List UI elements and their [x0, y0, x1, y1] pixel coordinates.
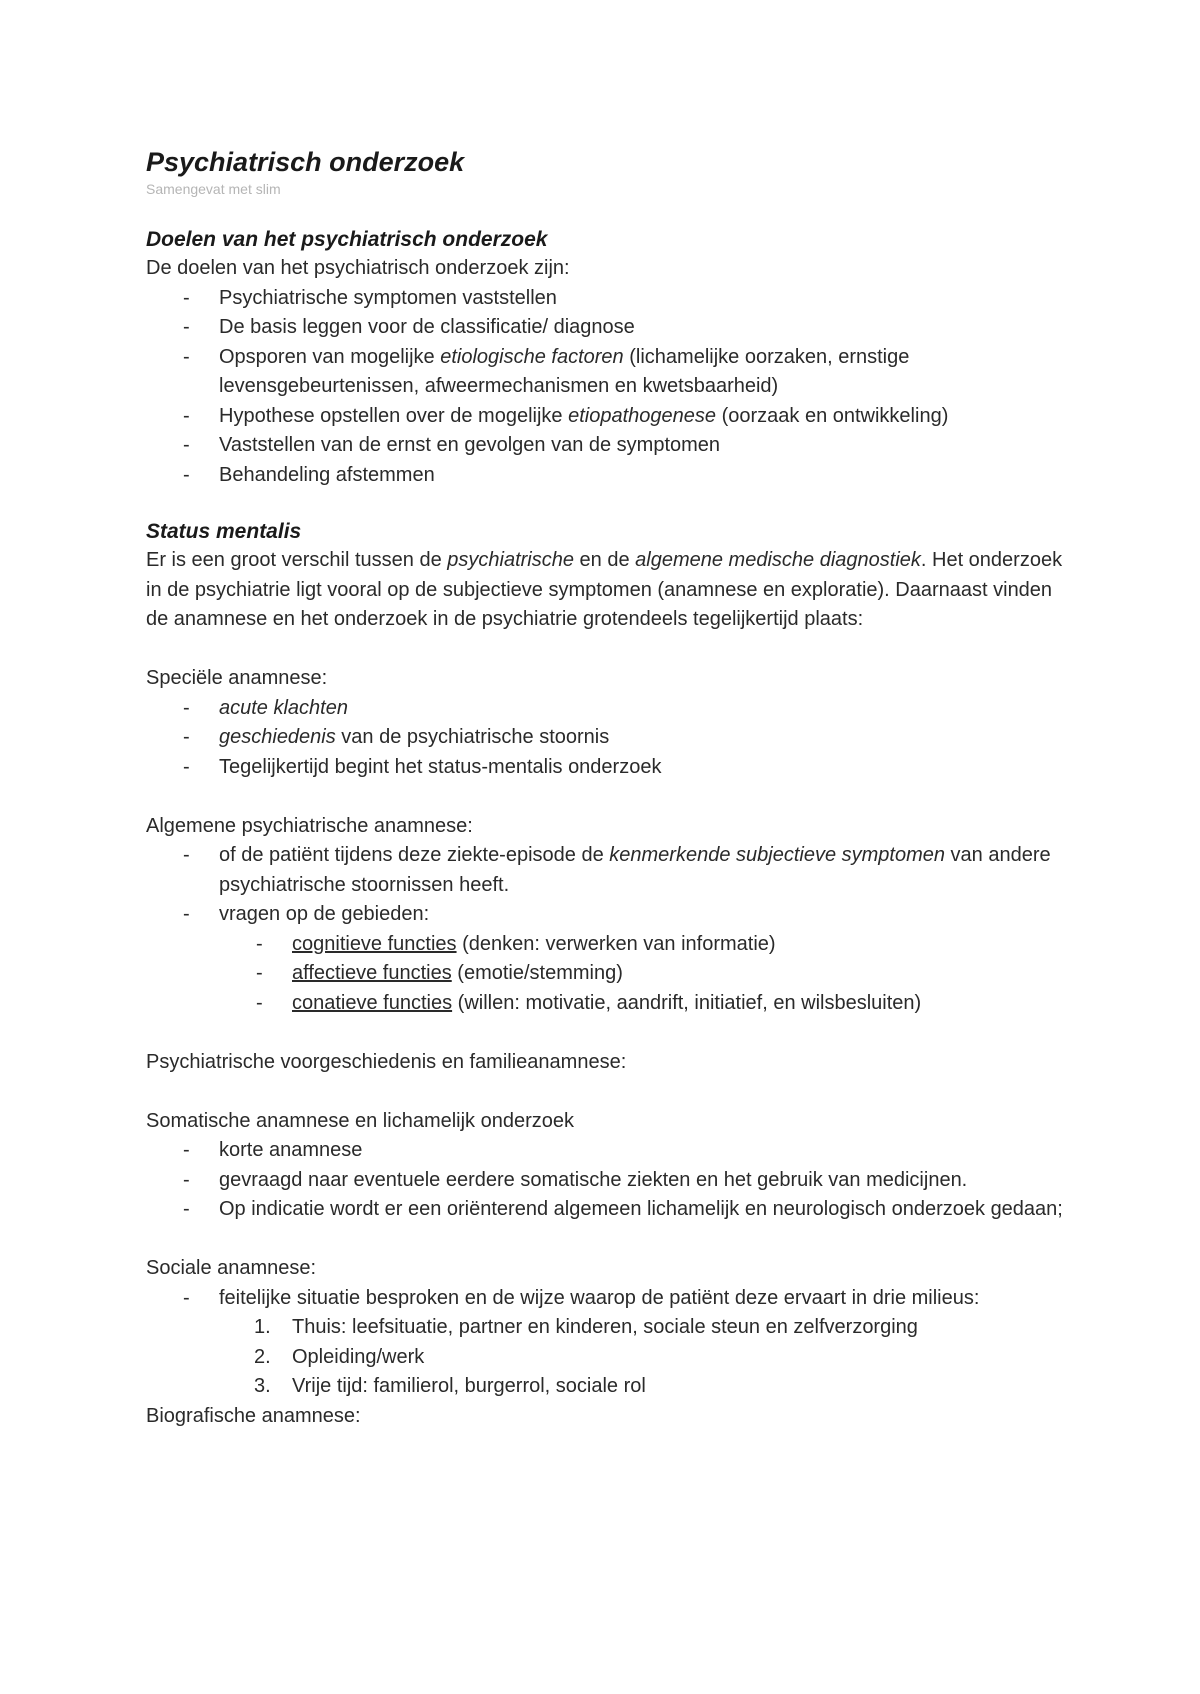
list-sociale-anamnese	[146, 1284, 1066, 1314]
list-item: - vragen op de gebieden:	[146, 900, 1066, 930]
list-item: - feitelijke situatie besproken en de wijze waarop de patiënt deze ervaart in drie milieus:	[146, 1284, 1066, 1314]
label-speciele-anamnese: Speciële anamnese:	[146, 667, 328, 689]
list-item: - conatieve functies (willen: motivatie, aandrift, initiatief, en wilsbesluiten)	[146, 989, 1066, 1019]
list-item: - acute klachten	[146, 694, 1066, 724]
dash-marker: -	[183, 1168, 190, 1191]
section-heading-doelen: Doelen van het psychiatrisch onderzoek	[146, 228, 548, 251]
list-item: - cognitieve functies (denken: verwerken van informatie)	[146, 930, 1066, 960]
paragraph-status-mentalis: Er is een groot verschil tussen de psychiatrische en de algemene medische diagnostiek. Het onderzoek in de psychiatrie ligt vooral op de subjectieve symptomen (anamnese en exploratie). Daarnaast vinden de anamnese en het onderzoek in de psychiatrie grotendeels tegelijkertijd plaats:	[146, 549, 1063, 630]
list-item: - korte anamnese	[146, 1136, 1066, 1166]
dash-marker: -	[183, 844, 190, 866]
list-algemene-anamnese	[146, 841, 1066, 1018]
label-somatische-anamnese: Somatische anamnese en lichamelijk onderzoek	[146, 1109, 575, 1132]
dash-marker: -	[183, 1198, 190, 1220]
document-page	[146, 145, 1066, 1431]
dash-marker: -	[183, 696, 190, 719]
list-item: - Opsporen van mogelijke etiologische factoren (lichamelijke oorzaken, ernstige levensgebeurtenissen, afweermechanismen en kwetsbaarheid)	[146, 343, 1066, 402]
dash-marker: -	[183, 463, 190, 486]
number-marker: 3.	[254, 1375, 271, 1397]
list-item: - Tegelijkertijd begint het status-mentalis onderzoek	[146, 753, 1066, 783]
list-item: - Psychiatrische symptomen vaststellen	[146, 284, 1066, 314]
list-item: - Behandeling afstemmen	[146, 461, 1066, 491]
numbered-list-milieus	[146, 1313, 1066, 1402]
list-item: - Vaststellen van de ernst en gevolgen van de symptomen	[146, 431, 1066, 461]
dash-marker: -	[183, 434, 190, 456]
dash-marker: -	[183, 1286, 190, 1309]
paragraph-intro-doelen: De doelen van het psychiatrisch onderzoek zijn:	[146, 257, 570, 279]
list-item: - geschiedenis van de psychiatrische stoornis	[146, 723, 1066, 753]
dash-marker: -	[183, 755, 190, 778]
section-heading-status-mentalis: Status mentalis	[146, 520, 302, 543]
dash-marker: -	[183, 1139, 190, 1161]
dash-marker: -	[256, 962, 263, 984]
list-speciele-anamnese	[146, 694, 1066, 783]
list-item: - De basis leggen voor de classificatie/ diagnose	[146, 313, 1066, 343]
numbered-item: 3. Vrije tijd: familierol, burgerrol, sociale rol	[146, 1372, 1066, 1402]
label-biografische-anamnese: Biografische anamnese:	[146, 1404, 361, 1427]
number-marker: 2.	[254, 1345, 271, 1368]
list-item: - Op indicatie wordt er een oriënterend algemeen lichamelijk en neurologisch onderzoek gedaan;	[146, 1195, 1066, 1225]
dash-marker: -	[183, 903, 190, 925]
document-title: Psychiatrisch onderzoek	[146, 147, 465, 177]
dash-marker: -	[183, 345, 190, 368]
list-item: - gevraagd naar eventuele eerdere somatische ziekten en het gebruik van medicijnen.	[146, 1166, 1066, 1196]
label-sociale-anamnese: Sociale anamnese:	[146, 1257, 317, 1279]
dash-marker: -	[256, 932, 263, 955]
label-voorgeschiedenis: Psychiatrische voorgeschiedenis en familieanamnese:	[146, 1050, 627, 1073]
numbered-item: 2. Opleiding/werk	[146, 1343, 1066, 1373]
dash-marker: -	[183, 404, 190, 427]
dash-marker: -	[183, 286, 190, 309]
numbered-item: 1. Thuis: leefsituatie, partner en kinderen, sociale steun en zelfverzorging	[146, 1313, 1066, 1343]
label-algemene-anamnese: Algemene psychiatrische anamnese:	[146, 814, 473, 837]
document-subtitle: Samengevat met slim	[146, 181, 281, 197]
list-item: - affectieve functies (emotie/stemming)	[146, 959, 1066, 989]
list-item: - Hypothese opstellen over de mogelijke etiopathogenese (oorzaak en ontwikkeling)	[146, 402, 1066, 432]
dash-marker: -	[183, 316, 190, 338]
list-doelen	[146, 284, 1066, 491]
list-item: - of de patiënt tijdens deze ziekte-episode de kenmerkende subjectieve symptomen van andere psychiatrische stoornissen heeft.	[146, 841, 1066, 900]
dash-marker: -	[256, 991, 263, 1014]
dash-marker: -	[183, 726, 190, 748]
list-somatische-anamnese	[146, 1136, 1066, 1225]
number-marker: 1.	[254, 1316, 271, 1338]
